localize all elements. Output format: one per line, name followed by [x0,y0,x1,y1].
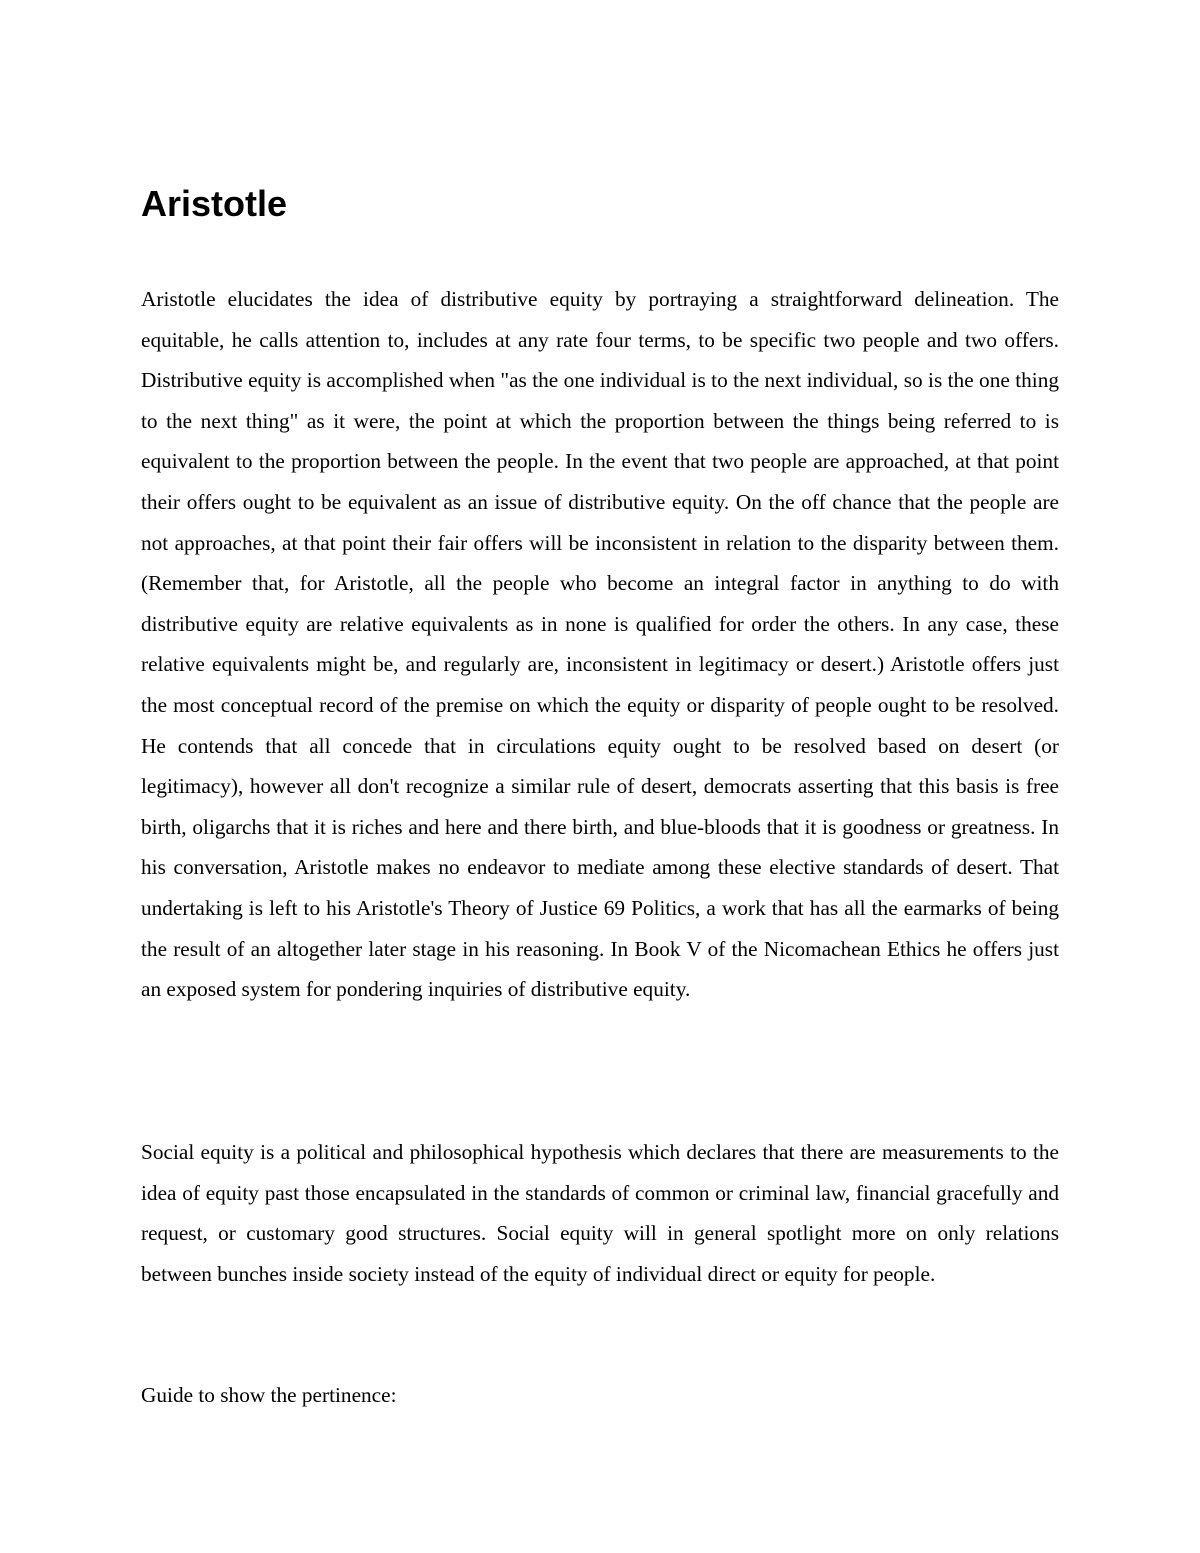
paragraph-social-equity: Social equity is a political and philosophical hypothesis which declares that there are measurements to the idea of equity past those encapsulated in the standards of common or criminal law, financial gracefully and request, or customary good structures. Social equity will in general spotlight more on only relations between bunches inside society instead of the equity of individual direct or equity for people. [141,1140,1059,1286]
paragraph-distributive-equity: Aristotle elucidates the idea of distributive equity by portraying a straightforward delineation. The equitable, he calls attention to, includes at any rate four terms, to be specific two people and two offers. Distributive equity is accomplished when "as the one individual is to the next individual, so is the one thing to the next thing" as it were, the point at which the proportion between the things being referred to is equivalent to the proportion between the people. In the event that two people are approached, at that point their offers ought to be equivalent as an issue of distributive equity. On the off chance that the people are not approaches, at that point their fair offers will be inconsistent in relation to the disparity between them. (Remember that, for Aristotle, all the people who become an integral factor in anything to do with distributive equity are relative equivalents as in none is qualified for order the others. In any case, these relative equivalents might be, and regularly are, inconsistent in legitimacy or desert.) Aristotle offers just the most conceptual record of the premise on which the equity or disparity of people ought to be resolved. He contends that all concede that in circulations equity ought to be resolved based on desert (or legitimacy), however all don't recognize a similar rule of desert, democrats asserting that this basis is free birth, oligarchs that it is riches and here and there birth, and blue-bloods that it is goodness or greatness. In his conversation, Aristotle makes no endeavor to mediate among these elective standards of desert. That undertaking is left to his Aristotle's Theory of Justice 69 Politics, a work that has all the earmarks of being the result of an altogether later stage in his reasoning. In Book V of the Nicomachean Ethics he offers just an exposed system for pondering inquiries of distributive equity. [141,287,1059,1002]
paragraph-guide: Guide to show the pertinence: [141,1383,397,1407]
document-title: Aristotle [141,183,288,224]
